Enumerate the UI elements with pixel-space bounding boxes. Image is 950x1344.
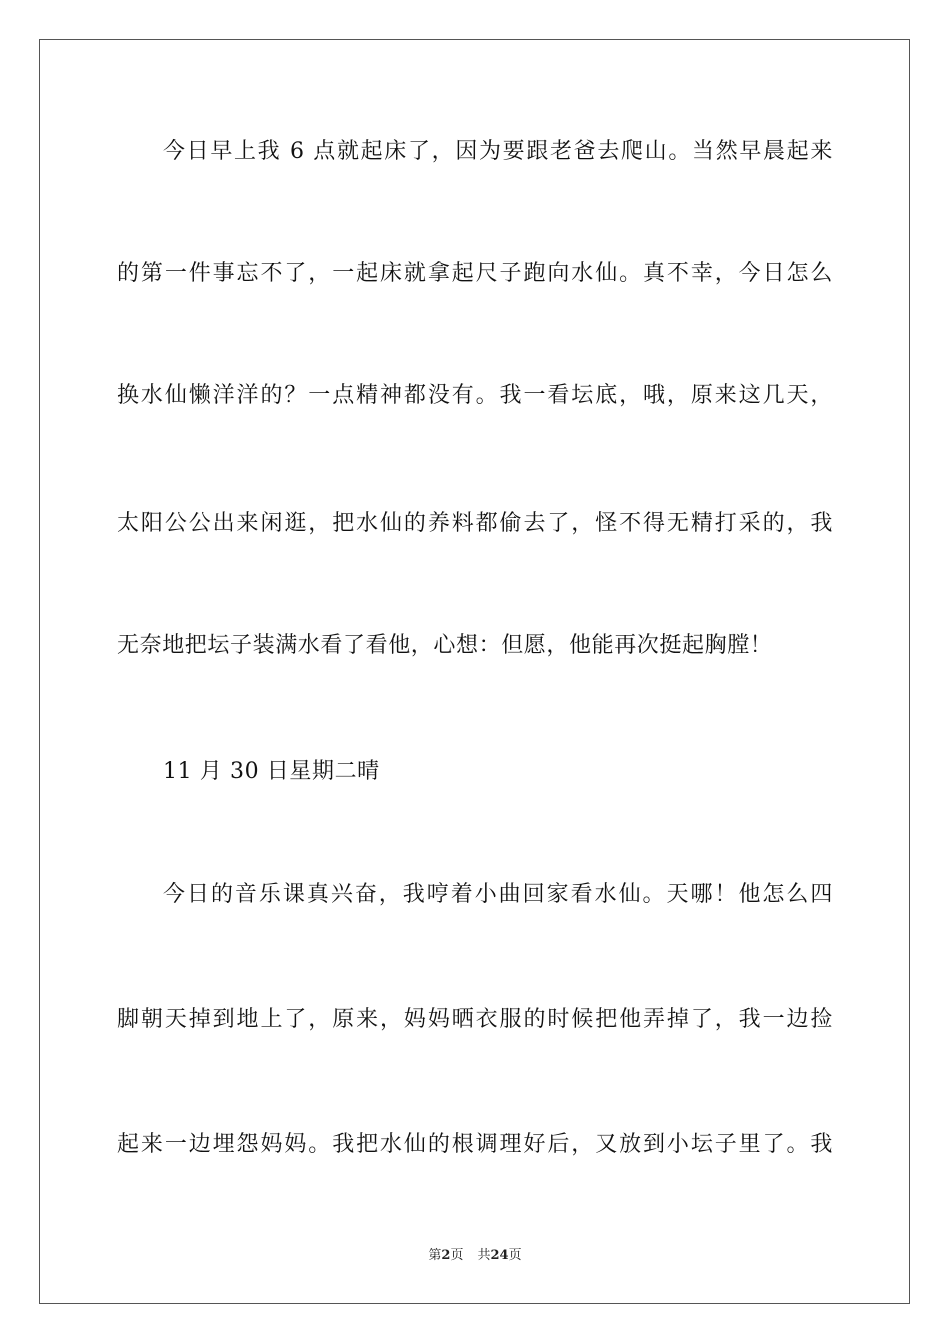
page-border — [39, 39, 910, 1304]
paragraph-2-line-1: 今日的音乐课真兴奋，我哼着小曲回家看水仙。天哪！他怎么四 — [163, 882, 833, 907]
paragraph-2-line-3: 起来一边埋怨妈妈。我把水仙的根调理好后，又放到小坛子里了。我 — [117, 1132, 833, 1157]
paragraph-1-line-5: 无奈地把坛子装满水看了看他，心想：但愿，他能再次挺起胸膛！ — [117, 633, 773, 658]
page-footer — [0, 1247, 950, 1265]
page-suffix: 页 — [450, 1248, 464, 1263]
paragraph-2-line-2: 脚朝天掉到地上了，原来，妈妈晒衣服的时候把他弄掉了，我一边捡 — [117, 1007, 833, 1032]
paragraph-1-line-3: 换水仙懒洋洋的？一点精神都没有。我一看坛底，哦，原来这几天， — [117, 383, 833, 408]
paragraph-1-line-1: 今日早上我 6 点就起床了，因为要跟老爸去爬山。当然早晨起来 — [163, 139, 833, 164]
total-suffix: 页 — [508, 1248, 522, 1263]
total-prefix: 共 — [477, 1248, 491, 1263]
total-pages: 24 — [490, 1248, 509, 1263]
paragraph-1-line-4: 太阳公公出来闲逛，把水仙的养料都偷去了，怪不得无精打采的，我 — [117, 511, 833, 536]
date-heading: 11 月 30 日星期二晴 — [163, 759, 380, 784]
page-number: 2 — [441, 1248, 451, 1263]
page-prefix: 第 — [428, 1248, 442, 1263]
paragraph-1-line-2: 的第一件事忘不了，一起床就拿起尺子跑向水仙。真不幸，今日怎么 — [117, 261, 833, 286]
